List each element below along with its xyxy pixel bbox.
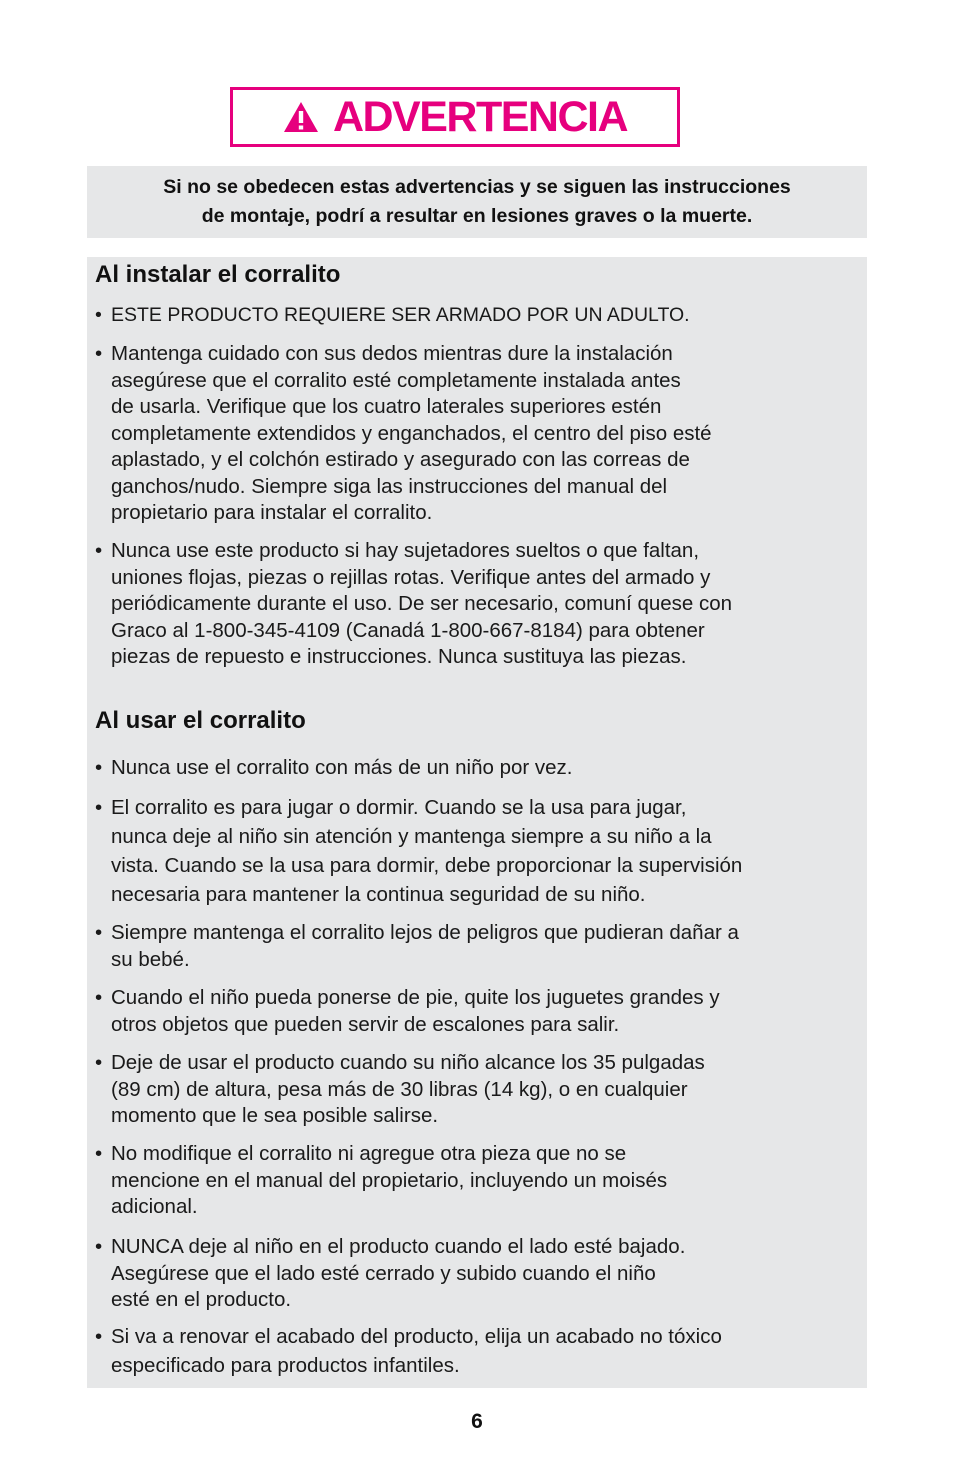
section-heading-use: Al usar el corralito (95, 707, 306, 734)
list-item: • Nunca use el corralito con más de un niño por vez. (95, 756, 573, 779)
list-item: • ESTE PRODUCTO REQUIERE SER ARMADO POR UN ADULTO. (95, 304, 690, 326)
list-item: • Siempre mantenga el corralito lejos de peligros que pudieran dañar a su bebé. (95, 921, 739, 971)
list-item: • No modifique el corralito ni agregue otra pieza que no se mencione en el manual del propietario, incluyendo un moisés adicional. (95, 1142, 668, 1218)
section-heading-install: Al instalar el corralito (95, 261, 341, 288)
list-item: • Cuando el niño pueda ponerse de pie, quite los juguetes grandes y otros objetos que pueden servir de escalones para salir. (95, 986, 720, 1036)
list-item: • Mantenga cuidado con sus dedos mientras dure la instalación asegúrese que el corralito esté completamente instalada antes de usarla. Verifique que los cuatro laterales superiores estén completamente extendidos y enganchados, el centro del piso esté aplastado, y el colchón estirado y asegurado con las correas de ganchos/nudo. Siempre siga las instrucciones del manual del propietario para instalar el corralito. (95, 342, 712, 524)
list-item: • Si va a renovar el acabado del producto, elija un acabado no tóxico especificado para productos infantiles. (95, 1325, 722, 1377)
list-item: • NUNCA deje al niño en el producto cuando el lado esté bajado. Asegúrese que el lado esté cerrado y subido cuando el niño esté en el producto. (95, 1235, 686, 1311)
page-number: 6 (471, 1410, 483, 1433)
warning-triangle-icon (283, 101, 319, 133)
warning-header (230, 87, 680, 147)
warning-title: ADVERTENCIA (332, 92, 628, 141)
intro-warning-box (87, 166, 867, 238)
list-item: • El corralito es para jugar o dormir. Cuando se la usa para jugar, nunca deje al niño sin atención y mantenga siempre a su niño a la vista. Cuando se la usa para dormir, debe proporcionar la supervisión necesaria para mantener la continua seguridad de su niño. (95, 796, 743, 906)
list-item: • Nunca use este producto si hay sujetadores sueltos o que faltan, uniones flojas, piezas o rejillas rotas. Verifique antes del armado y periódicamente durante el uso. De ser necesario, comuní quese con Graco al 1-800-345-4109 (Canadá 1-800-667-8184) para obtener piezas de repuesto e instrucciones. Nunca sustituya las piezas. (95, 539, 733, 668)
intro-line-1: Si no se obedecen estas advertencias y se siguen las instrucciones (163, 176, 791, 198)
intro-line-2: de montaje, podrí a resultar en lesiones graves o la muerte. (201, 205, 753, 227)
list-item: • Deje de usar el producto cuando su niño alcance los 35 pulgadas (89 cm) de altura, pesa más de 30 libras (14 kg), o en cualquier momento que le sea posible salirse. (95, 1051, 705, 1127)
